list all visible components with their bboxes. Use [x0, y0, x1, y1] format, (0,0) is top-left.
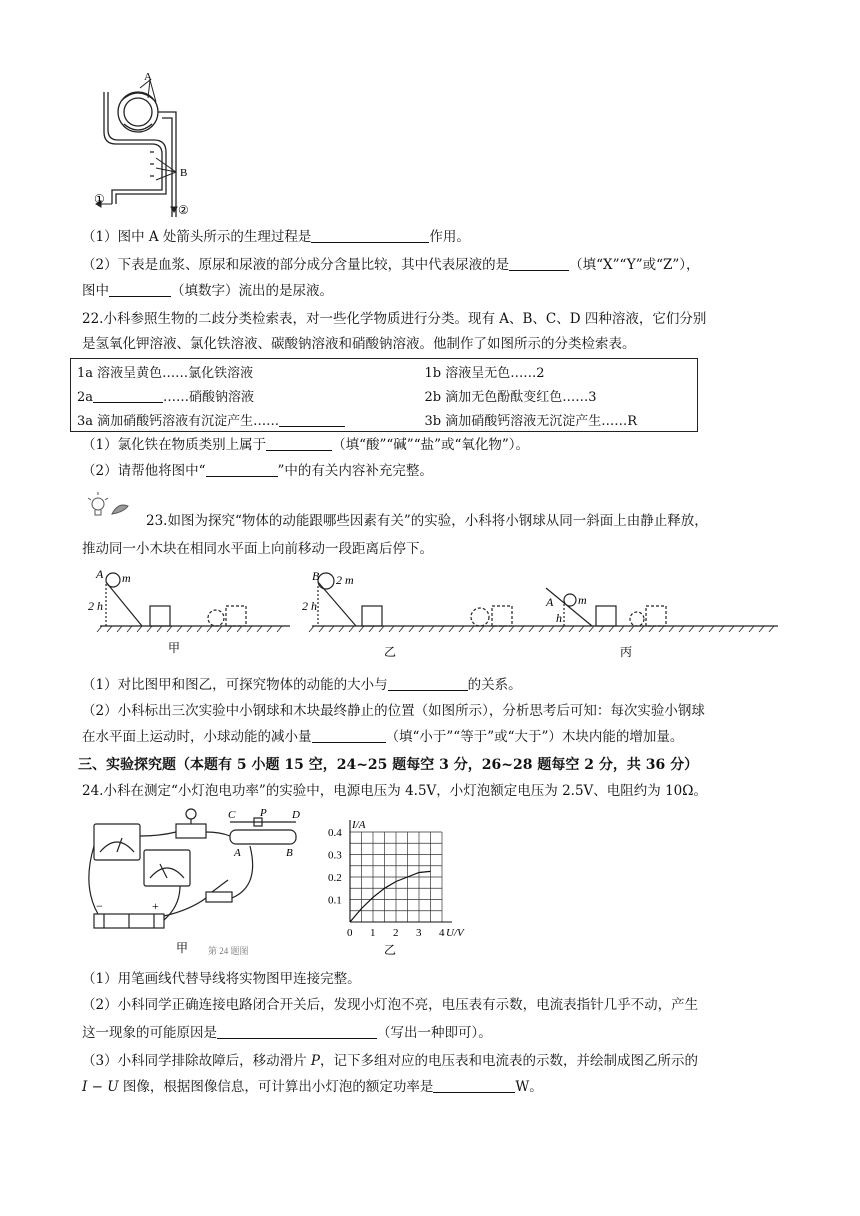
answer-blank[interactable]: [509, 256, 569, 271]
battery-plus: +: [152, 899, 159, 913]
answer-blank[interactable]: [109, 282, 171, 297]
x-tick-label: 3: [416, 927, 422, 939]
table-cell: 3b 滴加硝酸钙溶液无沉淀产生……R: [424, 413, 637, 429]
table-cell: 3a 滴加硝酸钙溶液有沉淀产生……: [71, 407, 419, 432]
y-tick-label: 0.3: [328, 849, 342, 862]
q24-part3: （3）小科同学排除故障后，移动滑片 P，记下多组对应的电压表和电流表的示数，并绘制成图乙所示的: [82, 1053, 698, 1069]
q21-part2: （2）下表是血浆、原尿和尿液的部分成分含量比较，其中代表尿液的是 （填“X”“Y”或“Z”），: [82, 257, 700, 273]
x-axis-label: U/V: [446, 927, 464, 939]
table-row: [71, 383, 698, 407]
figure-number: 第 24 题图: [208, 946, 249, 956]
fig2-caption: 乙: [384, 645, 397, 659]
answer-blank[interactable]: [312, 728, 386, 743]
nephron-diagram: [92, 72, 212, 222]
table-cell: 1b 溶液呈无色……2: [424, 365, 545, 381]
answer-blank[interactable]: [311, 228, 429, 243]
iu-graph: [320, 806, 464, 957]
answer-blank[interactable]: [279, 412, 345, 427]
fig1-caption: 甲: [168, 641, 181, 655]
circuit-label-d: D: [292, 809, 300, 821]
circuit-label-a: A: [234, 847, 241, 859]
q21-part2-cont: 图中 （填数字）流出的是尿液。: [82, 283, 333, 299]
fig3-mass: m: [578, 593, 587, 607]
q22-part1: （1）氯化铁在物质类别上属于 （填“酸”“碱”“盐”或“氧化物”）。: [82, 437, 530, 453]
classification-key-table: [70, 358, 698, 432]
q24-stem: 24.小科在测定“小灯泡电功率”的实验中，电源电压为 4.5V，小灯泡额定电压为 2.5V、电阻约为 10Ω。: [82, 783, 707, 799]
q23-stem-line2: 推动同一小木块在相同水平面上向前移动一段距离后停下。: [82, 541, 433, 557]
q23-part2: （2）小科标出三次实验中小钢球和木块最终静止的位置（如图所示），分析思考后可知：每次实验小钢球: [82, 703, 705, 719]
fig3-point: A: [546, 595, 554, 609]
fig2-mass: 2 m: [336, 573, 354, 587]
table-cell: 2a ……硝酸钠溶液: [77, 389, 255, 405]
q24-part1: （1）用笔画线代替导线将实物图甲连接完整。: [82, 971, 361, 987]
q21-part1: （1）图中 A 处箭头所示的生理过程是 作用。: [82, 229, 470, 245]
q24-part2: （2）小科同学正确连接电路闭合开关后，发现小灯泡不亮，电压表有示数，电流表指针几乎不动，产生: [82, 997, 699, 1013]
y-tick-label: 0.1: [328, 894, 342, 907]
y-tick-label: 0.4: [328, 827, 342, 839]
q23-part1: （1）对比图甲和图乙，可探究物体的动能的大小与 的关系。: [82, 677, 522, 693]
kinetic-energy-figures: [80, 568, 780, 668]
section-heading: 三、实验探究题（本题有 5 小题 15 空，24~25 题每空 3 分，26~28 题每空 2 分，共 36 分）: [78, 757, 699, 773]
answer-blank[interactable]: [217, 1024, 377, 1039]
q23-stem-line1: 23.如图为探究“物体的动能跟哪些因素有关”的实验，小科将小钢球从同一斜面上由静止释放，: [146, 513, 708, 529]
battery-minus: −: [96, 899, 103, 913]
answer-blank[interactable]: [206, 462, 278, 477]
answer-blank[interactable]: [433, 1078, 515, 1093]
table-row: [71, 407, 698, 432]
label-a: A: [144, 71, 152, 83]
circuit-caption: 甲: [176, 941, 189, 955]
circuit-label-c: C: [228, 809, 236, 821]
q22-stem-line1: 22.小科参照生物的二歧分类检索表，对一些化学物质进行分类。现有 A、B、C、D 四种溶液，它们分别: [82, 311, 707, 327]
table-cell: 2b 滴加无色酚酞变红色……3: [424, 389, 597, 405]
fig2-point: B: [312, 569, 320, 583]
x-tick-label: 0: [347, 927, 353, 939]
answer-blank[interactable]: [266, 436, 332, 451]
label-2: ②: [178, 203, 189, 217]
fig1-point: A: [96, 567, 104, 581]
q24-part3-cont: I − U 图像，根据图像信息，可计算出小灯泡的额定功率是 W。: [82, 1079, 543, 1095]
fig1-height: 2 h: [88, 599, 103, 613]
answer-blank[interactable]: [93, 388, 163, 403]
q24-part2-cont: 这一现象的可能原因是 （写出一种即可）。: [82, 1025, 492, 1041]
y-tick-label: 0.2: [328, 872, 342, 884]
q23-part2-cont: 在水平面上运动时，小球动能的减小量 （填“小于”“等于”或“大于”）木块内能的增加量。: [82, 729, 684, 745]
y-axis-label: I/A: [352, 819, 366, 831]
fig3-caption: 丙: [620, 645, 633, 659]
answer-blank[interactable]: [388, 676, 468, 691]
fig3-height: h: [556, 611, 562, 625]
circuit-label-b: B: [286, 847, 293, 859]
fig1-mass: m: [122, 571, 131, 585]
label-b: B: [180, 167, 188, 179]
fig2-height: 2 h: [302, 599, 317, 613]
table-cell: 1a 溶液呈黄色……氯化铁溶液: [77, 365, 254, 381]
iu-curve: [350, 871, 431, 922]
q22-part2: （2）请帮他将图中“ ”中的有关内容补充完整。: [82, 463, 433, 479]
q22-stem-line2: 是氢氧化钾溶液、氯化铁溶液、碳酸钠溶液和硝酸钠溶液。他制作了如图所示的分类检索表。: [82, 336, 636, 352]
x-tick-label: 1: [370, 927, 376, 939]
x-tick-label: 2: [393, 927, 399, 939]
lightbulb-icon: [84, 490, 132, 520]
circuit-diagram: [80, 806, 310, 956]
label-1: ①: [94, 192, 105, 206]
circuit-label-p: P: [260, 807, 267, 819]
table-row: [71, 359, 698, 384]
graph-caption: 乙: [384, 943, 397, 957]
x-tick-label: 4: [439, 927, 445, 939]
